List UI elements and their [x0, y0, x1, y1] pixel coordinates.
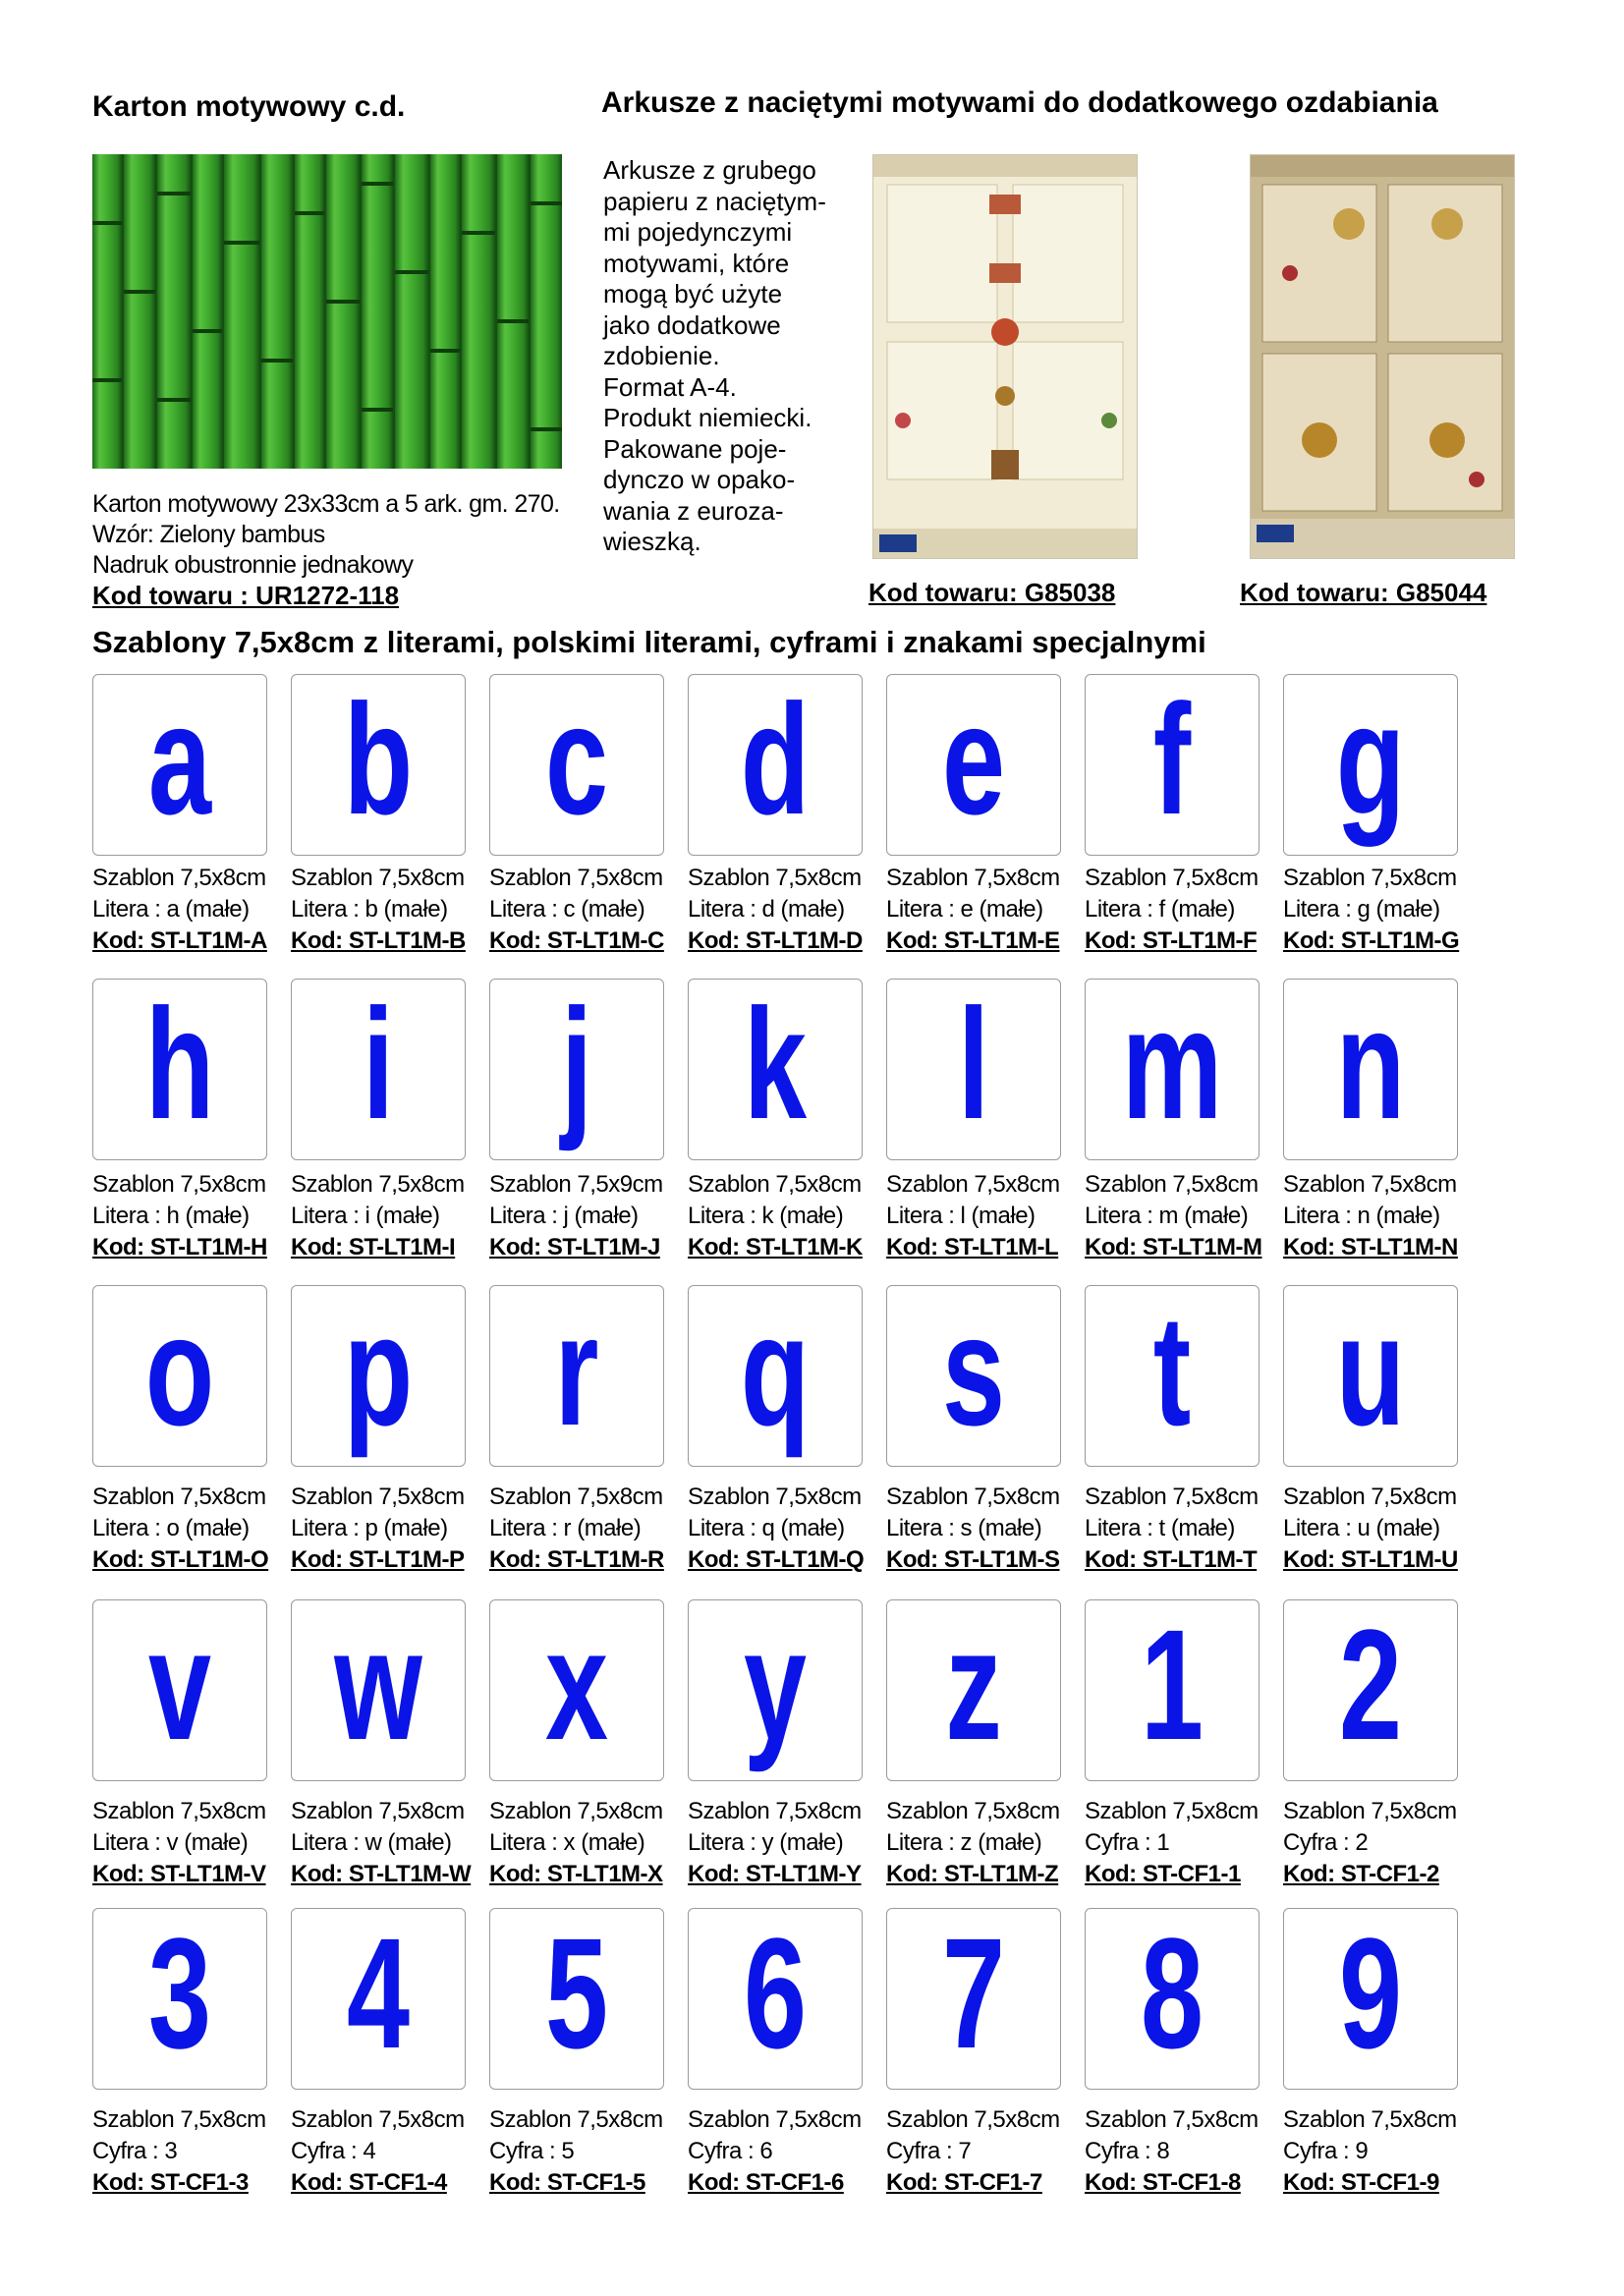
stencil-glyph: d: [740, 674, 811, 847]
desc-line: mogą być użyte: [603, 279, 783, 308]
stencil-glyph: 8: [1140, 1908, 1204, 2081]
stencil-glyph: c: [544, 674, 609, 847]
stencil-caption: [92, 1482, 289, 1576]
stencil-tile: [886, 1599, 1061, 1781]
stencil-desc: Cyfra : 1: [1085, 1829, 1170, 1856]
stencil-desc: Cyfra : 3: [92, 2138, 178, 2164]
stencil-tile: [489, 1285, 664, 1467]
stencil-glyph: w: [334, 1599, 422, 1772]
karton-title: Karton motywowy c.d.: [92, 90, 406, 123]
stencil-caption: [886, 1796, 1083, 1890]
stencil-code: Kod: ST-LT1M-P: [291, 1546, 465, 1573]
stencil-desc: Cyfra : 2: [1283, 1829, 1369, 1856]
stencil-tile: [291, 979, 466, 1160]
stencil-glyph: y: [743, 1599, 808, 1772]
product-code-g85044: Kod towaru: G85044: [1240, 578, 1487, 607]
stencil-desc: Litera : o (małe): [92, 1515, 250, 1541]
stencil-code: Kod: ST-LT1M-A: [92, 927, 267, 954]
desc-line: mi pojedynczymi: [603, 217, 793, 247]
stencil-tile: [489, 1599, 664, 1781]
stencil-size: Szablon 7,5x8cm: [489, 1484, 663, 1510]
stencil-caption: [1085, 863, 1281, 957]
stencil-glyph: s: [941, 1285, 1006, 1458]
stencil-desc: Cyfra : 6: [688, 2138, 773, 2164]
stencil-caption: [489, 1796, 686, 1890]
stencil-code: Kod: ST-LT1M-V: [92, 1861, 266, 1887]
stencil-caption: [886, 1482, 1083, 1576]
stencil-desc: Litera : z (małe): [886, 1829, 1042, 1856]
stencil-tile: [886, 1285, 1061, 1467]
stencil-caption: [688, 2104, 884, 2199]
stencil-glyph: 1: [1140, 1599, 1204, 1772]
stencil-caption: [291, 863, 487, 957]
desc-line: motywami, które: [603, 248, 790, 278]
stencil-code: Kod: ST-LT1M-F: [1085, 927, 1258, 954]
stencil-code: Kod: ST-LT1M-C: [489, 927, 664, 954]
karton-line: Wzór: Zielony bambus: [92, 521, 325, 548]
desc-line: wieszką.: [603, 527, 701, 556]
stencil-glyph: e: [941, 674, 1006, 847]
stencil-glyph: x: [544, 1599, 609, 1772]
stencil-caption: [1085, 2104, 1281, 2199]
stencil-glyph: f: [1152, 674, 1192, 847]
stencil-caption: [1283, 2104, 1480, 2199]
stencil-desc: Litera : e (małe): [886, 896, 1043, 923]
stencil-code: Kod: ST-CF1-6: [688, 2169, 844, 2196]
product-image-g85044: [1250, 154, 1515, 559]
stencil-tile: [489, 979, 664, 1160]
stencil-desc: Cyfra : 8: [1085, 2138, 1170, 2164]
stencil-size: Szablon 7,5x8cm: [688, 1171, 862, 1198]
stencil-code: Kod: ST-LT1M-D: [688, 927, 863, 954]
stencil-code: Kod: ST-LT1M-E: [886, 927, 1060, 954]
stencil-tile: [1283, 1285, 1458, 1467]
stencil-glyph: i: [362, 979, 394, 1151]
stencil-size: Szablon 7,5x8cm: [291, 1484, 465, 1510]
stencil-desc: Litera : h (małe): [92, 1203, 250, 1229]
stencil-glyph: j: [560, 979, 592, 1151]
stencil-caption: [1085, 1796, 1281, 1890]
stencil-code: Kod: ST-LT1M-K: [688, 1234, 863, 1260]
stencil-code: Kod: ST-CF1-1: [1085, 1861, 1241, 1887]
stencil-tile: [688, 1285, 863, 1467]
stencil-tile: [688, 1599, 863, 1781]
stencil-glyph: r: [554, 1285, 599, 1458]
product-image-g85038: [872, 154, 1138, 559]
stencil-code: Kod: ST-LT1M-Y: [688, 1861, 862, 1887]
stencil-caption: [92, 863, 289, 957]
stencil-desc: Litera : c (małe): [489, 896, 645, 923]
stencil-tile: [688, 674, 863, 856]
stencil-glyph: 6: [743, 1908, 808, 2081]
stencil-tile: [291, 1908, 466, 2090]
stencil-code: Kod: ST-LT1M-Z: [886, 1861, 1059, 1887]
stencil-caption: [1283, 1482, 1480, 1576]
stencil-caption: [291, 1169, 487, 1263]
stencil-glyph: o: [144, 1285, 215, 1458]
stencil-caption: [1283, 1169, 1480, 1263]
stencil-tile: [489, 674, 664, 856]
stencil-code: Kod: ST-LT1M-B: [291, 927, 466, 954]
stencil-code: Kod: ST-CF1-4: [291, 2169, 447, 2196]
stencil-tile: [886, 1908, 1061, 2090]
stencil-caption: [886, 1169, 1083, 1263]
stencil-size: Szablon 7,5x8cm: [1283, 2106, 1457, 2133]
stencil-caption: [92, 1796, 289, 1890]
stencil-desc: Litera : w (małe): [291, 1829, 452, 1856]
stencil-glyph: 2: [1338, 1599, 1403, 1772]
karton-line: Karton motywowy 23x33cm a 5 ark. gm. 270.: [92, 490, 560, 518]
stencil-size: Szablon 7,5x8cm: [1283, 1484, 1457, 1510]
stencil-caption: [92, 1169, 289, 1263]
stencil-code: Kod: ST-CF1-8: [1085, 2169, 1241, 2196]
stencil-desc: Litera : n (małe): [1283, 1203, 1440, 1229]
stencil-size: Szablon 7,5x8cm: [92, 1171, 266, 1198]
stencil-code: Kod: ST-LT1M-L: [886, 1234, 1059, 1260]
karton-description: [92, 489, 560, 611]
stencil-caption: [291, 2104, 487, 2199]
stencil-code: Kod: ST-LT1M-J: [489, 1234, 660, 1260]
stencil-caption: [1283, 1796, 1480, 1890]
stencil-desc: Cyfra : 5: [489, 2138, 575, 2164]
stencil-glyph: m: [1121, 979, 1223, 1151]
stencil-desc: Litera : y (małe): [688, 1829, 844, 1856]
stencil-code: Kod: ST-CF1-5: [489, 2169, 645, 2196]
stencil-tile: [1085, 979, 1260, 1160]
stencil-desc: Litera : t (małe): [1085, 1515, 1235, 1541]
stencils-section-title: Szablony 7,5x8cm z literami, polskimi literami, cyframi i znakami specjalnymi: [92, 625, 1206, 659]
stencil-tile: [1085, 674, 1260, 856]
stencil-glyph: 3: [147, 1908, 212, 2081]
stencil-size: Szablon 7,5x8cm: [886, 1798, 1060, 1824]
stencil-desc: Litera : a (małe): [92, 896, 250, 923]
stencil-desc: Cyfra : 9: [1283, 2138, 1369, 2164]
stencil-tile: [489, 1908, 664, 2090]
desc-line: wania z euroza-: [603, 495, 784, 526]
desc-line: Pakowane poje-: [603, 433, 787, 464]
stencil-size: Szablon 7,5x8cm: [886, 865, 1060, 891]
stencil-glyph: 7: [941, 1908, 1006, 2081]
stencil-caption: [1085, 1169, 1281, 1263]
desc-line: Produkt niemiecki.: [603, 403, 812, 432]
stencil-glyph: 9: [1338, 1908, 1403, 2081]
desc-line: dynczo w opako-: [603, 465, 796, 494]
stencil-tile: [291, 674, 466, 856]
stencil-caption: [489, 1169, 686, 1263]
desc-line: Arkusze z grubego: [603, 155, 816, 185]
stencil-desc: Litera : k (małe): [688, 1203, 844, 1229]
stencil-tile: [1085, 1285, 1260, 1467]
stencil-size: Szablon 7,5x8cm: [92, 2106, 266, 2133]
stencil-desc: Cyfra : 7: [886, 2138, 972, 2164]
stencil-desc: Litera : j (małe): [489, 1203, 639, 1229]
stencil-tile: [1283, 979, 1458, 1160]
stencil-code: Kod: ST-LT1M-T: [1085, 1546, 1258, 1573]
stencil-desc: Litera : i (małe): [291, 1203, 440, 1229]
stencil-size: Szablon 7,5x8cm: [1085, 1484, 1259, 1510]
stencil-size: Szablon 7,5x8cm: [688, 2106, 862, 2133]
stencil-glyph: u: [1335, 1285, 1406, 1458]
stencil-tile: [886, 674, 1061, 856]
stencil-code: Kod: ST-LT1M-U: [1283, 1546, 1458, 1573]
stencil-size: Szablon 7,5x8cm: [1085, 2106, 1259, 2133]
stencil-code: Kod: ST-LT1M-X: [489, 1861, 663, 1887]
stencil-code: Kod: ST-LT1M-R: [489, 1546, 664, 1573]
stencil-code: Kod: ST-LT1M-G: [1283, 927, 1460, 954]
desc-line: Format A-4.: [603, 371, 737, 402]
stencil-glyph: 5: [544, 1908, 609, 2081]
stencil-glyph: v: [147, 1599, 212, 1772]
stencil-desc: Litera : m (małe): [1085, 1203, 1249, 1229]
stencil-glyph: t: [1152, 1285, 1192, 1458]
stencil-desc: Litera : u (małe): [1283, 1515, 1440, 1541]
stencil-tile: [92, 979, 267, 1160]
stencil-code: Kod: ST-CF1-7: [886, 2169, 1042, 2196]
stencil-desc: Litera : x (małe): [489, 1829, 645, 1856]
stencil-tile: [92, 674, 267, 856]
stencil-desc: Litera : b (małe): [291, 896, 448, 923]
stencil-tile: [1283, 1599, 1458, 1781]
stencil-caption: [688, 1796, 884, 1890]
stencil-desc: Litera : p (małe): [291, 1515, 448, 1541]
stencil-glyph: n: [1335, 979, 1406, 1151]
stencil-desc: Litera : s (małe): [886, 1515, 1042, 1541]
stencil-tile: [1085, 1908, 1260, 2090]
arkusze-title: Arkusze z naciętymi motywami do dodatkowego ozdabiania: [601, 86, 1438, 119]
stencil-code: Kod: ST-CF1-3: [92, 2169, 249, 2196]
stencil-code: Kod: ST-CF1-2: [1283, 1861, 1439, 1887]
stencil-caption: [688, 1482, 884, 1576]
stencil-caption: [489, 1482, 686, 1576]
stencil-tile: [1085, 1599, 1260, 1781]
stencil-size: Szablon 7,5x8cm: [92, 1798, 266, 1824]
stencil-size: Szablon 7,5x8cm: [886, 2106, 1060, 2133]
stencil-tile: [291, 1285, 466, 1467]
stencil-caption: [688, 1169, 884, 1263]
stencil-caption: [291, 1482, 487, 1576]
stencil-size: Szablon 7,5x8cm: [886, 1484, 1060, 1510]
stencil-caption: [489, 863, 686, 957]
desc-line: zdobienie.: [603, 341, 720, 370]
stencil-glyph: z: [945, 1599, 1002, 1772]
stencil-size: Szablon 7,5x8cm: [688, 865, 862, 891]
stencil-size: Szablon 7,5x8cm: [489, 2106, 663, 2133]
stencil-desc: Litera : v (małe): [92, 1829, 249, 1856]
stencil-code: Kod: ST-LT1M-Q: [688, 1546, 865, 1573]
stencil-desc: Litera : q (małe): [688, 1515, 845, 1541]
stencil-glyph: q: [740, 1285, 811, 1458]
stencil-desc: Litera : f (małe): [1085, 896, 1235, 923]
product-code-g85038: Kod towaru: G85038: [868, 578, 1116, 607]
stencil-size: Szablon 7,5x8cm: [92, 1484, 266, 1510]
stencil-tile: [92, 1908, 267, 2090]
stencil-tile: [92, 1599, 267, 1781]
stencil-desc: Litera : r (małe): [489, 1515, 642, 1541]
desc-line: papieru z naciętym-: [603, 186, 826, 216]
stencil-size: Szablon 7,5x8cm: [1085, 865, 1259, 891]
stencil-glyph: h: [144, 979, 215, 1151]
stencil-tile: [92, 1285, 267, 1467]
stencil-size: Szablon 7,5x8cm: [291, 2106, 465, 2133]
stencil-caption: [291, 1796, 487, 1890]
stencil-desc: Litera : l (małe): [886, 1203, 1036, 1229]
stencil-desc: Cyfra : 4: [291, 2138, 376, 2164]
stencil-code: Kod: ST-LT1M-O: [92, 1546, 269, 1573]
stencil-glyph: 4: [346, 1908, 411, 2081]
stencil-glyph: b: [343, 674, 414, 847]
stencil-caption: [92, 2104, 289, 2199]
stencil-caption: [688, 863, 884, 957]
karton-code: Kod towaru : UR1272-118: [92, 581, 400, 610]
stencil-tile: [688, 1908, 863, 2090]
stencil-caption: [886, 863, 1083, 957]
stencil-size: Szablon 7,5x9cm: [489, 1171, 663, 1198]
stencil-tile: [688, 979, 863, 1160]
stencil-code: Kod: ST-LT1M-H: [92, 1234, 267, 1260]
stencil-glyph: a: [147, 674, 212, 847]
stencil-size: Szablon 7,5x8cm: [92, 865, 266, 891]
stencil-size: Szablon 7,5x8cm: [291, 865, 465, 891]
stencil-size: Szablon 7,5x8cm: [688, 1484, 862, 1510]
stencil-desc: Litera : d (małe): [688, 896, 845, 923]
stencil-caption: [489, 2104, 686, 2199]
stencil-tile: [1283, 674, 1458, 856]
stencil-size: Szablon 7,5x8cm: [1085, 1798, 1259, 1824]
stencil-glyph: k: [743, 979, 808, 1151]
stencil-size: Szablon 7,5x8cm: [1085, 1171, 1259, 1198]
desc-line: jako dodatkowe: [603, 309, 781, 340]
stencil-code: Kod: ST-LT1M-I: [291, 1234, 456, 1260]
stencil-glyph: p: [343, 1285, 414, 1458]
arkusze-description: [603, 155, 849, 558]
stencil-tile: [886, 979, 1061, 1160]
stencil-size: Szablon 7,5x8cm: [489, 1798, 663, 1824]
stencil-size: Szablon 7,5x8cm: [291, 1798, 465, 1824]
stencil-code: Kod: ST-LT1M-W: [291, 1861, 472, 1887]
stencil-size: Szablon 7,5x8cm: [688, 1798, 862, 1824]
stencil-caption: [886, 2104, 1083, 2199]
stencil-size: Szablon 7,5x8cm: [1283, 1798, 1457, 1824]
stencil-size: Szablon 7,5x8cm: [1283, 865, 1457, 891]
stencil-caption: [1283, 863, 1480, 957]
stencil-size: Szablon 7,5x8cm: [886, 1171, 1060, 1198]
karton-line: Nadruk obustronnie jednakowy: [92, 551, 414, 579]
stencil-glyph: g: [1335, 674, 1406, 847]
stencil-size: Szablon 7,5x8cm: [1283, 1171, 1457, 1198]
bamboo-image: [92, 154, 562, 469]
stencil-tile: [1283, 1908, 1458, 2090]
stencil-caption: [1085, 1482, 1281, 1576]
stencil-code: Kod: ST-LT1M-M: [1085, 1234, 1262, 1260]
stencil-code: Kod: ST-LT1M-S: [886, 1546, 1060, 1573]
stencil-desc: Litera : g (małe): [1283, 896, 1440, 923]
stencil-tile: [291, 1599, 466, 1781]
stencil-size: Szablon 7,5x8cm: [489, 865, 663, 891]
stencil-size: Szablon 7,5x8cm: [291, 1171, 465, 1198]
stencil-glyph: l: [957, 979, 989, 1151]
stencil-code: Kod: ST-CF1-9: [1283, 2169, 1439, 2196]
stencil-code: Kod: ST-LT1M-N: [1283, 1234, 1458, 1260]
